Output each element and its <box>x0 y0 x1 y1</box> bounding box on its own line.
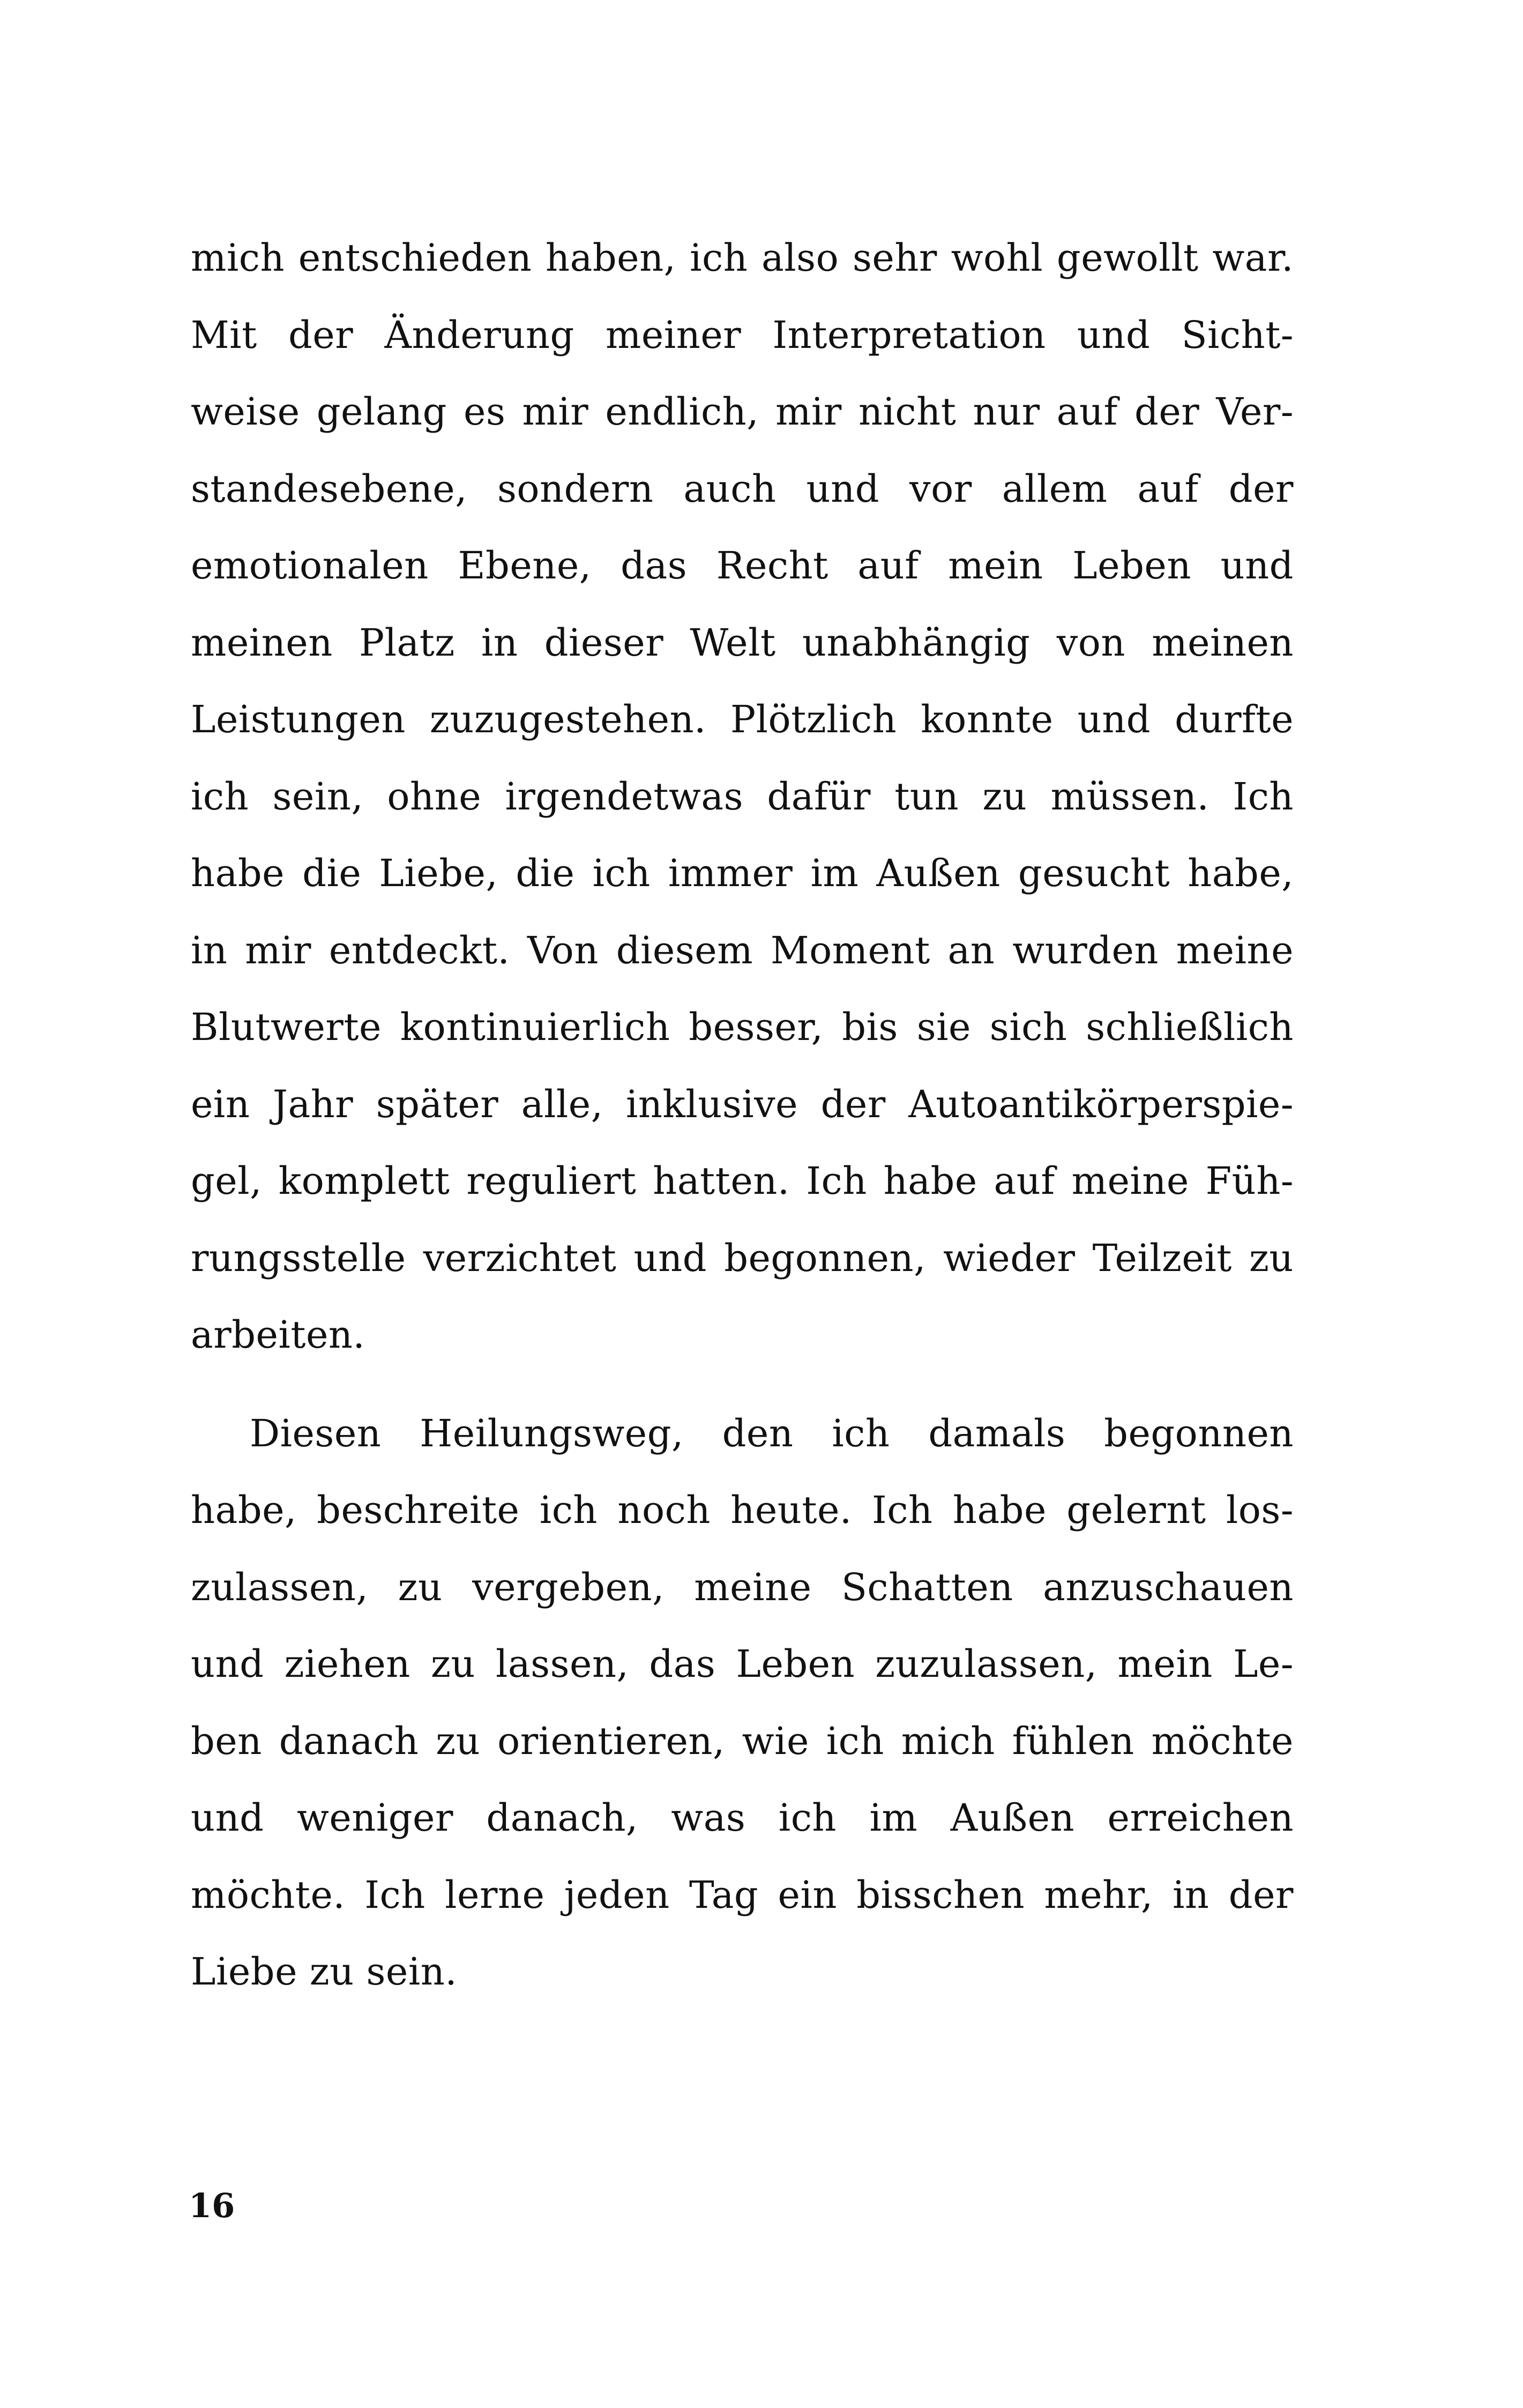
text-line: in mir entdeckt. Von diesem Moment an wurden meine <box>191 928 1294 972</box>
text-line: ich sein, ohne irgendetwas dafür tun zu müssen. Ich <box>191 774 1294 819</box>
text-line: möchte. Ich lerne jeden Tag ein bisschen mehr, in der <box>191 1872 1294 1917</box>
text-line: ben danach zu orientieren, wie ich mich fühlen möchte <box>191 1719 1294 1763</box>
text-line: Liebe zu sein. <box>191 1950 458 1994</box>
paragraph-spacer <box>191 1374 1294 1395</box>
text-line: Mit der Änderung meiner Interpretation und Sicht- <box>191 313 1294 357</box>
text-line: habe, beschreite ich noch heute. Ich habe gelernt los- <box>191 1488 1294 1532</box>
text-line: mich entschieden haben, ich also sehr wohl gewollt war. <box>191 236 1294 280</box>
text-line: habe die Liebe, die ich immer im Außen gesucht habe, <box>191 851 1294 895</box>
text-line: und weniger danach, was ich im Außen erreichen <box>191 1796 1294 1840</box>
text-line: und ziehen zu lassen, das Leben zuzulassen, mein Le- <box>191 1642 1294 1686</box>
text-line: meinen Platz in dieser Welt unabhängig von meinen <box>191 620 1294 665</box>
text-line: emotionalen Ebene, das Recht auf mein Leben und <box>191 544 1294 588</box>
text-line: rungsstelle verzichtet und begonnen, wieder Teilzeit zu <box>191 1236 1294 1280</box>
page-number: 16 <box>189 2186 235 2225</box>
text-line: Diesen Heilungsweg, den ich damals begonnen <box>250 1411 1294 1455</box>
body-text <box>191 220 1294 2011</box>
text-line: standesebene, sondern auch und vor allem auf der <box>191 466 1294 511</box>
paragraph-2 <box>191 1395 1294 2011</box>
text-line: arbeiten. <box>191 1313 365 1357</box>
text-line: gel, komplett reguliert hatten. Ich habe auf meine Füh- <box>191 1159 1294 1203</box>
text-line: Blutwerte kontinuierlich besser, bis sie sich schließlich <box>191 1005 1294 1049</box>
text-line: ein Jahr später alle, inklusive der Autoantikörperspie- <box>191 1082 1294 1126</box>
text-line: weise gelang es mir endlich, mir nicht nur auf der Ver- <box>191 390 1294 434</box>
text-line: Leistungen zuzugestehen. Plötzlich konnte und durfte <box>191 697 1294 741</box>
text-line: zulassen, zu vergeben, meine Schatten anzuschauen <box>191 1565 1294 1609</box>
paragraph-1 <box>191 220 1294 1374</box>
